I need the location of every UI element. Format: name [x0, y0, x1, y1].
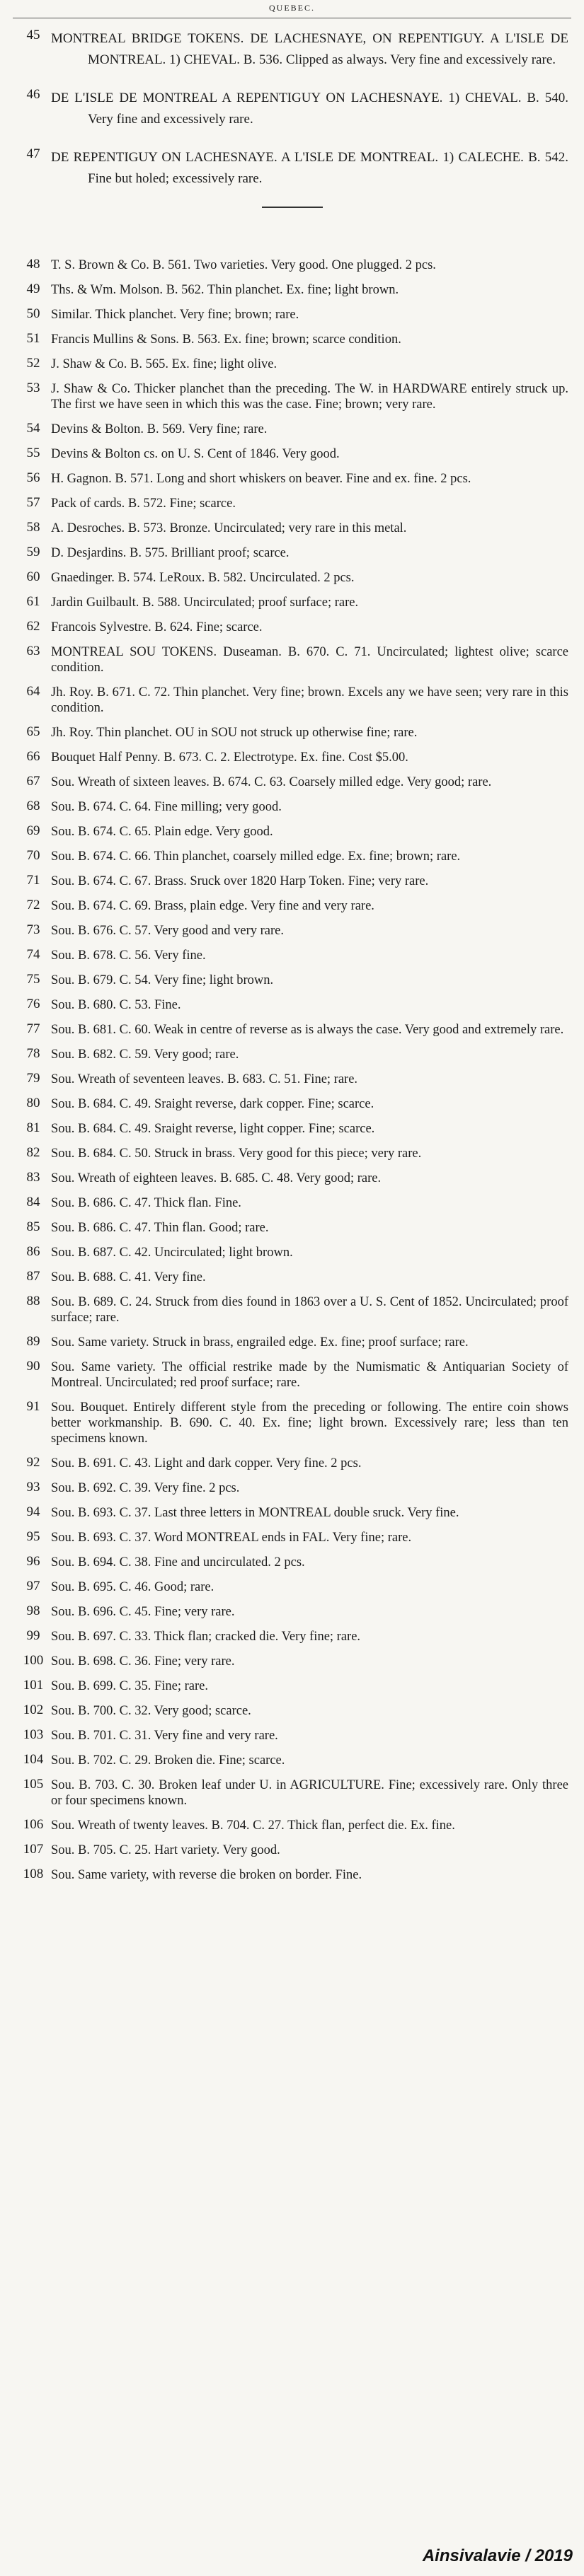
lot-description: Sou. B. 679. C. 54. Very fine; light brown.	[51, 973, 274, 987]
lot-number: 62	[26, 619, 40, 634]
lot-description: Jardin Guilbault. B. 588. Uncirculated; proof surface; rare.	[51, 596, 359, 610]
lot-entry	[16, 1654, 568, 1669]
lot-description: DE REPENTIGUY ON LACHESNAYE. A L'ISLE DE MONTREAL. 1) CALECHE. B. 542. Fine but holed; excessively rare.	[51, 150, 568, 186]
lot-entry	[16, 750, 568, 765]
lot-number: 106	[23, 1817, 44, 1832]
lot-description: Sou. B. 688. C. 41. Very fine.	[51, 1270, 206, 1284]
lot-description: Francois Sylvestre. B. 624. Fine; scarce.	[51, 620, 263, 634]
lot-description: J. Shaw & Co. B. 565. Ex. fine; light olive.	[51, 357, 277, 371]
lot-number: 67	[26, 774, 40, 789]
lot-number: 90	[26, 1359, 40, 1374]
lot-description: Ths. & Wm. Molson. B. 562. Thin planchet. Ex. fine; light brown.	[51, 283, 399, 297]
lot-description: Devins & Bolton cs. on U. S. Cent of 1846. Very good.	[51, 447, 340, 461]
lot-entry	[16, 332, 568, 347]
lot-number: 85	[26, 1219, 40, 1234]
lot-number: 50	[26, 306, 40, 321]
lot-entry	[16, 147, 568, 190]
lot-description: Sou. Wreath of eighteen leaves. B. 685. C. 48. Very good; rare.	[51, 1171, 382, 1185]
lot-description: J. Shaw & Co. Thicker planchet than the preceding. The W. in HARDWARE entirely struck up. The first we have seen in which this was the case. Fine; brown; very rare.	[51, 382, 568, 412]
lot-entry	[16, 521, 568, 536]
lot-description: Gnaedinger. B. 574. LeRoux. B. 582. Uncirculated. 2 pcs.	[51, 571, 355, 585]
lot-entry	[16, 1818, 568, 1833]
lot-entry	[16, 849, 568, 864]
lot-entry	[16, 1867, 568, 1883]
lot-description: Sou. B. 681. C. 60. Weak in centre of reverse as is always the case. Very good and extremely rare.	[51, 1023, 564, 1037]
lot-description: Sou. B. 682. C. 59. Very good; rare.	[51, 1048, 239, 1062]
lot-entry	[16, 1146, 568, 1161]
lot-number: 46	[26, 87, 40, 102]
lot-description: Sou. B. 697. C. 33. Thick flan; cracked die. Very fine; rare.	[51, 1630, 361, 1644]
lot-number: 59	[26, 545, 40, 559]
lot-description: Sou. B. 693. C. 37. Word MONTREAL ends in FAL. Very fine; rare.	[51, 1531, 412, 1545]
lot-number: 84	[26, 1195, 40, 1209]
lot-description: Sou. B. 703. C. 30. Broken leaf under U. in AGRICULTURE. Fine; excessively rare. Only three or four specimens known.	[51, 1778, 568, 1808]
section-divider	[262, 207, 323, 208]
lot-description: Devins & Bolton. B. 569. Very fine; rare.	[51, 422, 268, 436]
lot-entry	[16, 774, 568, 790]
lot-description: Sou. B. 674. C. 66. Thin planchet, coarsely milled edge. Ex. fine; brown; rare.	[51, 849, 461, 864]
lot-entry	[16, 1530, 568, 1545]
running-head: QUEBEC.	[13, 0, 571, 18]
lot-number: 82	[26, 1145, 40, 1160]
lot-number: 104	[23, 1752, 44, 1767]
lot-number: 75	[26, 972, 40, 987]
lot-entry	[16, 1047, 568, 1062]
lot-number: 48	[26, 257, 40, 272]
lot-entry	[16, 446, 568, 462]
lot-description: Sou. B. 689. C. 24. Struck from dies found in 1863 over a U. S. Cent of 1852. Uncirculated; proof surface; rare.	[51, 1295, 568, 1325]
lot-number: 91	[26, 1399, 40, 1414]
lot-entry	[16, 1121, 568, 1137]
lot-description: Sou. B. 674. C. 69. Brass, plain edge. Very fine and very rare.	[51, 899, 374, 913]
lot-description: Sou. B. 693. C. 37. Last three letters in MONTREAL double sruck. Very fine.	[51, 1506, 459, 1520]
lot-entry	[16, 824, 568, 840]
lot-entry	[16, 1022, 568, 1038]
lot-number: 108	[23, 1867, 44, 1881]
lot-description: Sou. Wreath of twenty leaves. B. 704. C. 27. Thick flan, perfect die. Ex. fine.	[51, 1818, 455, 1833]
lot-description: Sou. Same variety, with reverse die broken on border. Fine.	[51, 1868, 362, 1882]
lot-number: 60	[26, 569, 40, 584]
lot-entry	[16, 948, 568, 963]
lot-number: 49	[26, 282, 40, 296]
lot-entry	[16, 799, 568, 815]
lot-number: 99	[26, 1628, 40, 1643]
lot-number: 80	[26, 1096, 40, 1110]
lot-number: 57	[26, 495, 40, 510]
lot-entry	[16, 1629, 568, 1644]
lot-number: 65	[26, 724, 40, 739]
lot-description: Sou. B. 698. C. 36. Fine; very rare.	[51, 1654, 235, 1669]
lot-entry	[16, 1294, 568, 1325]
lot-entry	[16, 1171, 568, 1186]
lot-entry	[16, 1843, 568, 1858]
lot-description: Sou. B. 692. C. 39. Very fine. 2 pcs.	[51, 1481, 240, 1495]
lot-description: Sou. B. 674. C. 67. Brass. Sruck over 1820 Harp Token. Fine; very rare.	[51, 874, 429, 888]
lot-number: 69	[26, 823, 40, 838]
lot-number: 76	[26, 997, 40, 1011]
lot-entry	[16, 1728, 568, 1744]
lot-entry	[16, 1096, 568, 1112]
lot-number: 55	[26, 446, 40, 460]
lot-description: Sou. B. 702. C. 29. Broken die. Fine; scarce.	[51, 1753, 285, 1768]
lot-description: Sou. B. 687. C. 42. Uncirculated; light brown.	[51, 1246, 293, 1260]
lot-entry	[16, 1245, 568, 1260]
lot-description: Sou. Bouquet. Entirely different style from the preceding or following. The entire coin shows better workmanship. B. 690. C. 40. Ex. fine; light brown. Excessively rare; less than ten specimens known.	[51, 1400, 568, 1446]
lot-description: Sou. B. 696. C. 45. Fine; very rare.	[51, 1605, 235, 1619]
lot-entry	[16, 1505, 568, 1521]
lot-description: MONTREAL SOU TOKENS. Duseaman. B. 670. C. 71. Uncirculated; lightest olive; scarce condition.	[51, 645, 568, 675]
lot-number: 72	[26, 898, 40, 912]
lot-number: 77	[26, 1021, 40, 1036]
lot-entry	[16, 496, 568, 511]
lot-entry	[16, 282, 568, 298]
lot-entry	[16, 1678, 568, 1694]
lot-description: H. Gagnon. B. 571. Long and short whiskers on beaver. Fine and ex. fine. 2 pcs.	[51, 472, 471, 486]
lot-description: Sou. B. 684. C. 49. Sraight reverse, dark copper. Fine; scarce.	[51, 1097, 374, 1111]
lot-entry	[16, 1220, 568, 1236]
lot-entry	[16, 923, 568, 939]
lot-entry	[16, 307, 568, 323]
lot-number: 73	[26, 922, 40, 937]
lot-entry	[16, 595, 568, 610]
tokens-list-section	[0, 257, 584, 1883]
lot-number: 93	[26, 1480, 40, 1495]
lot-entry	[16, 1072, 568, 1087]
lot-description: Sou. B. 699. C. 35. Fine; rare.	[51, 1679, 208, 1693]
lot-number: 61	[26, 594, 40, 609]
lot-entry	[16, 88, 568, 130]
lot-number: 83	[26, 1170, 40, 1185]
lot-description: T. S. Brown & Co. B. 561. Two varieties. Very good. One plugged. 2 pcs.	[51, 258, 436, 272]
lot-number: 47	[26, 146, 40, 161]
lot-description: Pack of cards. B. 572. Fine; scarce.	[51, 497, 236, 511]
lot-description: Sou. Same variety. Struck in brass, engrailed edge. Ex. fine; proof surface; rare.	[51, 1335, 469, 1350]
lot-description: Bouquet Half Penny. B. 673. C. 2. Electrotype. Ex. fine. Cost $5.00.	[51, 750, 408, 765]
lot-description: Sou. B. 695. C. 46. Good; rare.	[51, 1580, 214, 1594]
lot-description: Sou. B. 674. C. 65. Plain edge. Very good.	[51, 825, 273, 839]
lot-entry	[16, 257, 568, 273]
lot-entry	[16, 685, 568, 716]
lot-number: 56	[26, 470, 40, 485]
lot-entry	[16, 28, 568, 71]
lot-entry	[16, 973, 568, 988]
lot-entry	[16, 898, 568, 914]
lot-description: Francis Mullins & Sons. B. 563. Ex. fine; brown; scarce condition.	[51, 332, 401, 347]
lot-number: 53	[26, 381, 40, 395]
lot-number: 101	[23, 1678, 44, 1693]
lot-description: Sou. B. 678. C. 56. Very fine.	[51, 948, 206, 963]
lot-entry	[16, 1335, 568, 1350]
lot-entry	[16, 1270, 568, 1285]
lot-number: 68	[26, 799, 40, 813]
lot-number: 98	[26, 1603, 40, 1618]
lot-entry	[16, 545, 568, 561]
lot-number: 95	[26, 1529, 40, 1544]
lot-description: Similar. Thick planchet. Very fine; brown; rare.	[51, 308, 299, 322]
lot-number: 102	[23, 1702, 44, 1717]
lot-description: Sou. B. 680. C. 53. Fine.	[51, 998, 181, 1012]
lot-entry	[16, 1753, 568, 1768]
lot-number: 79	[26, 1071, 40, 1086]
lot-description: Sou. B. 684. C. 49. Sraight reverse, light copper. Fine; scarce.	[51, 1122, 375, 1136]
lot-entry	[16, 725, 568, 741]
lot-number: 63	[26, 644, 40, 658]
lot-number: 58	[26, 520, 40, 535]
lot-entry	[16, 1579, 568, 1595]
lot-description: Sou. B. 705. C. 25. Hart variety. Very good.	[51, 1843, 280, 1857]
lot-entry	[16, 1604, 568, 1620]
lot-entry	[16, 1480, 568, 1496]
lot-entry	[16, 874, 568, 889]
lot-entry	[16, 422, 568, 437]
lot-description: Sou. B. 701. C. 31. Very fine and very rare.	[51, 1729, 278, 1743]
lot-number: 70	[26, 848, 40, 863]
lot-entry	[16, 570, 568, 586]
lot-description: Jh. Roy. Thin planchet. OU in SOU not struck up otherwise fine; rare.	[51, 726, 418, 740]
lot-entry	[16, 1400, 568, 1446]
lot-description: DE L'ISLE DE MONTREAL A REPENTIGUY ON LACHESNAYE. 1) CHEVAL. B. 540. Very fine and excessively rare.	[51, 91, 568, 127]
lot-number: 103	[23, 1727, 44, 1742]
lot-number: 88	[26, 1294, 40, 1309]
lot-number: 54	[26, 421, 40, 436]
lot-entry	[16, 471, 568, 487]
bridge-tokens-section	[0, 18, 584, 190]
lot-entry	[16, 356, 568, 372]
lot-number: 74	[26, 947, 40, 962]
lot-number: 81	[26, 1120, 40, 1135]
lot-number: 64	[26, 684, 40, 699]
lot-number: 66	[26, 749, 40, 764]
lot-description: Sou. B. 700. C. 32. Very good; scarce.	[51, 1704, 251, 1718]
lot-entry	[16, 1703, 568, 1719]
lot-number: 105	[23, 1777, 44, 1792]
lot-entry	[16, 644, 568, 675]
lot-description: A. Desroches. B. 573. Bronze. Uncirculated; very rare in this metal.	[51, 521, 407, 535]
lot-entry	[16, 1456, 568, 1471]
lot-description: Sou. B. 674. C. 64. Fine milling; very good.	[51, 800, 282, 814]
lot-entry	[16, 1777, 568, 1809]
lot-description: Jh. Roy. B. 671. C. 72. Thin planchet. Very fine; brown. Excels any we have seen; very rare in this condition.	[51, 685, 568, 715]
lot-number: 96	[26, 1554, 40, 1569]
lot-number: 51	[26, 331, 40, 346]
lot-number: 86	[26, 1244, 40, 1259]
lot-description: MONTREAL BRIDGE TOKENS. DE LACHESNAYE, ON REPENTIGUY. A L'ISLE DE MONTREAL. 1) CHEVAL. B. 536. Clipped as always. Very fine and excessively rare.	[51, 31, 568, 67]
lot-number: 92	[26, 1455, 40, 1470]
lot-number: 71	[26, 873, 40, 888]
watermark: Ainsivalavie / 2019	[422, 2546, 573, 2565]
lot-entry	[16, 1555, 568, 1570]
lot-number: 107	[23, 1842, 44, 1857]
lot-entry	[16, 620, 568, 635]
lot-entry	[16, 1195, 568, 1211]
lot-number: 78	[26, 1046, 40, 1061]
lot-description: Sou. Same variety. The official restrike made by the Numismatic & Antiquarian Society of Montreal. Uncirculated; red proof surface; rare.	[51, 1360, 568, 1390]
lot-number: 97	[26, 1579, 40, 1594]
lot-number: 52	[26, 356, 40, 371]
lot-description: Sou. Wreath of sixteen leaves. B. 674. C. 63. Coarsely milled edge. Very good; rare.	[51, 775, 492, 789]
lot-description: Sou. B. 684. C. 50. Struck in brass. Very good for this piece; very rare.	[51, 1147, 422, 1161]
lot-number: 45	[26, 28, 40, 42]
lot-description: Sou. B. 676. C. 57. Very good and very rare.	[51, 924, 285, 938]
lot-description: Sou. B. 694. C. 38. Fine and uncirculated. 2 pcs.	[51, 1555, 305, 1570]
lot-number: 87	[26, 1269, 40, 1284]
lot-number: 94	[26, 1504, 40, 1519]
lot-description: D. Desjardins. B. 575. Brilliant proof; scarce.	[51, 546, 290, 560]
lot-entry	[16, 997, 568, 1013]
lot-description: Sou. B. 686. C. 47. Thin flan. Good; rare.	[51, 1221, 269, 1235]
lot-description: Sou. Wreath of seventeen leaves. B. 683. C. 51. Fine; rare.	[51, 1072, 358, 1086]
lot-entry	[16, 381, 568, 412]
lot-description: Sou. B. 691. C. 43. Light and dark copper. Very fine. 2 pcs.	[51, 1456, 362, 1470]
lot-number: 100	[23, 1653, 44, 1668]
lot-description: Sou. B. 686. C. 47. Thick flan. Fine.	[51, 1196, 241, 1210]
lot-entry	[16, 1359, 568, 1391]
lot-number: 89	[26, 1334, 40, 1349]
